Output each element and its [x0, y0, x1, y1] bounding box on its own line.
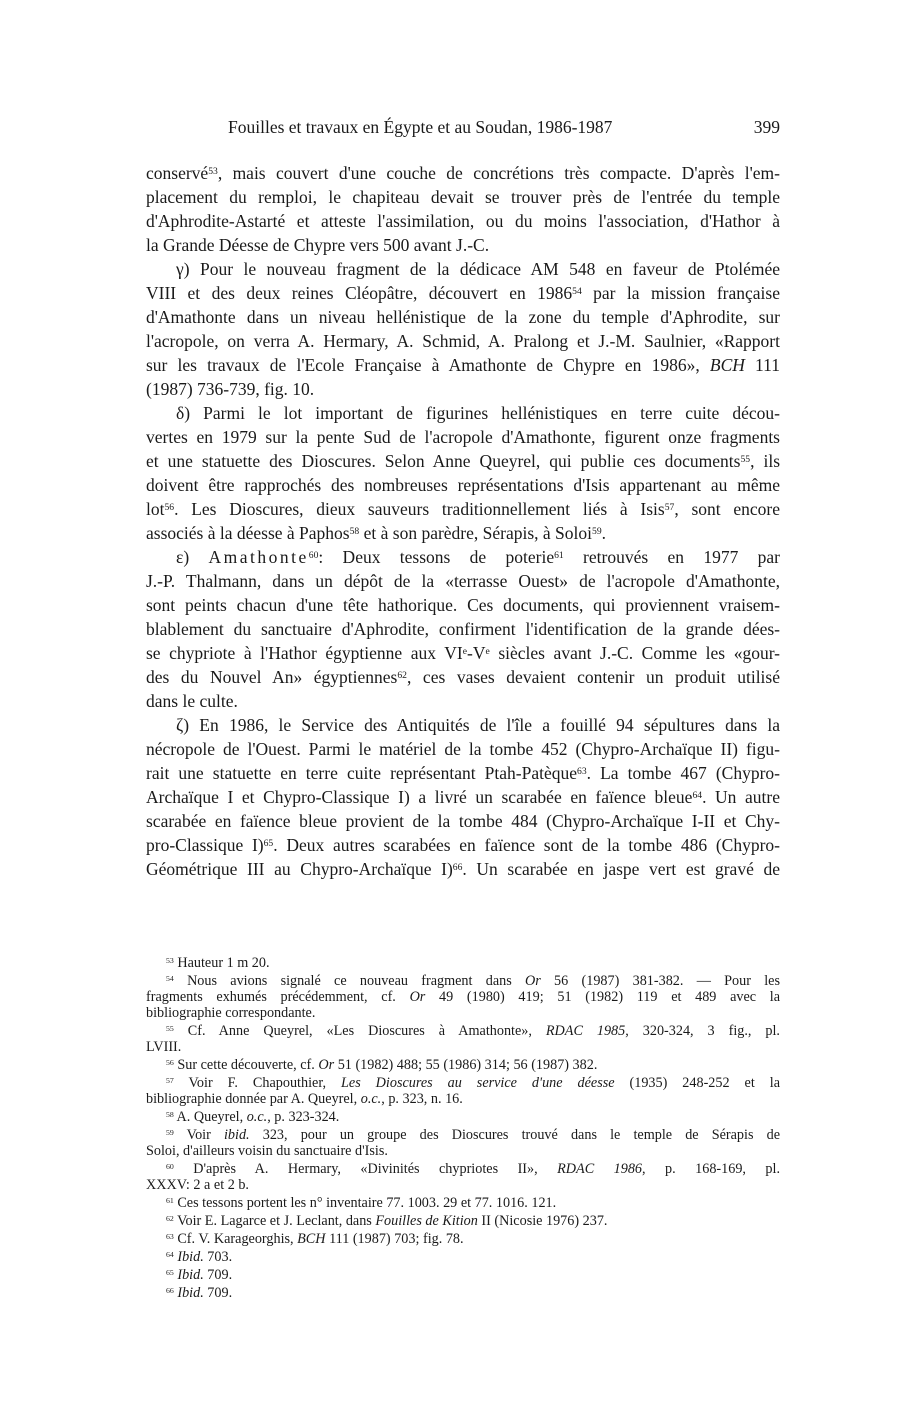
footnote-53: $^{53}$ Hauteur 1 m 20. [166, 955, 270, 971]
body-line: VIII et des deux reines Cléopâtre, découvert en 1986$^{54}$ par la mission française [146, 283, 780, 303]
footnote-54-cont: bibliographie correspondante. [146, 1005, 316, 1021]
body-line: doivent être rapprochés des nombreuses représentations d'Isis appartenant au même [146, 475, 780, 495]
body-line: sur les travaux de l'Ecole Française à Amathonte de Chypre en 1986», BCH 111 [146, 355, 781, 375]
footnote-60-cont: XXXV: 2 a et 2 b. [146, 1177, 249, 1193]
page-number: 399 [753, 117, 780, 137]
footnote-54-cont: fragments exhumés précédemment, cf. Or 49 (1980) 419; 51 (1982) 119 et 489 avec la [146, 989, 781, 1005]
footnote-ref: 55 [740, 453, 751, 465]
footnote-61: $^{61}$ Ces tessons portent les n° inventaire 77. 1003. 29 et 77. 1016. 121. [166, 1195, 557, 1211]
body-line: blablement du sanctuaire d'Aphrodite, confirment l'identification de la grande dées- [146, 619, 780, 639]
body-line: associés à la déesse à Paphos$^{58}$ et à son parèdre, Sérapis, à Soloi$^{59}$. [146, 523, 606, 543]
footnote-54: $^{54}$ Nous avions signalé ce nouveau fragment dans Or 56 (1987) 381-382. — Pour les [166, 973, 780, 989]
running-title: Fouilles et travaux en Égypte et au Soudan, 1986-1987 [228, 117, 613, 137]
body-line: sont peints chacun d'une tête hathorique. Ces documents, qui proviennent vraisem- [146, 595, 780, 615]
footnote-ref: 56 [164, 501, 175, 513]
body-line: nécropole de l'Ouest. Parmi le matériel de la tombe 452 (Chypro-Archaïque II) figu- [146, 739, 780, 759]
footnote-ref: 53 [208, 165, 218, 177]
body-line: d'Amathonte dans un niveau hellénistique de la zone du temple d'Aphrodite, sur [146, 307, 780, 327]
footnote-ref: 58 [349, 525, 360, 537]
footnote-ref: 66 [452, 861, 463, 873]
footnote-59: $^{59}$ Voir ibid. 323, pour un groupe des Dioscures trouvé dans le temple de Sérapis de [166, 1127, 780, 1143]
footnote-63: $^{63}$ Cf. V. Karageorghis, BCH 111 (1987) 703; fig. 78. [166, 1231, 464, 1247]
body-line: se chypriote à l'Hathor égyptienne aux VIe-Ve siècles avant J.-C. Comme les «gour- [146, 643, 780, 663]
body-line: pro-Classique I)$^{65}$. Deux autres scarabées en faïence sont de la tombe 486 (Chypro- [146, 835, 780, 855]
body-line: rait une statuette en terre cuite représentant Ptah-Patèque$^{63}$. La tombe 467 (Chypro- [146, 763, 780, 783]
body-line: Géométrique III au Chypro-Archaïque I)$^{66}$. Un scarabée en jaspe vert est gravé de [146, 859, 780, 879]
body-line: scarabée en faïence bleue provient de la tombe 484 (Chypro-Archaïque I-II et Chy- [146, 811, 780, 831]
footnote-ref: 65 [263, 837, 274, 849]
body-line: d'Aphrodite-Astarté et atteste l'assimilation, ou du moins l'association, d'Hathor à [146, 211, 780, 231]
footnote-56: $^{56}$ Sur cette découverte, cf. Or 51 (1982) 488; 55 (1986) 314; 56 (1987) 382. [166, 1057, 598, 1073]
body-line: la Grande Déesse de Chypre vers 500 avant J.-C. [146, 235, 490, 255]
body-line: ε) Amathonte$^{60}$: Deux tessons de poterie$^{61}$ retrouvés en 1977 par [176, 547, 780, 567]
body-line: placement du remploi, le chapiteau devait se trouver près de l'entrée du temple [146, 187, 780, 207]
body-line: lot$^{56}$. Les Dioscures, dieux sauveurs traditionnellement liés à Isis$^{57}$, sont encore [146, 499, 780, 519]
footnote-65: $^{65}$ Ibid. 709. [166, 1267, 233, 1283]
footnote-ref: 64 [692, 789, 703, 801]
body-line: ζ) En 1986, le Service des Antiquités de l'île a fouillé 94 sépultures dans la [176, 715, 780, 735]
footnote-64: $^{64}$ Ibid. 703. [166, 1249, 233, 1265]
footnote-66: $^{66}$ Ibid. 709. [166, 1285, 233, 1301]
footnote-57: $^{57}$ Voir F. Chapouthier, Les Dioscures au service d'une déesse (1935) 248-252 et la [166, 1075, 780, 1091]
footnote-62: $^{62}$ Voir E. Lagarce et J. Leclant, dans Fouilles de Kition II (Nicosie 1976) 237. [166, 1213, 608, 1229]
body-line: vertes en 1979 sur la pente Sud de l'acropole d'Amathonte, figurent onze fragments [146, 427, 780, 447]
body-line: conservé$^{53}$, mais couvert d'une couche de concrétions très compacte. D'après l'em- [146, 163, 780, 183]
footnote-60: $^{60}$ D'après A. Hermary, «Divinités chypriotes II», RDAC 1986, p. 168-169, pl. [166, 1161, 781, 1177]
body-line: δ) Parmi le lot important de figurines hellénistiques en terre cuite décou- [176, 403, 780, 423]
footnote-59-cont: Soloi, d'ailleurs voisin du sanctuaire d'Isis. [146, 1143, 388, 1159]
body-line: et une statuette des Dioscures. Selon Anne Queyrel, qui publie ces documents$^{55}$, ils [146, 451, 780, 471]
footnote-ref: 63 [577, 765, 587, 777]
body-line: J.-P. Thalmann, dans un dépôt de la «terrasse Ouest» de l'acropole d'Amathonte, [146, 571, 780, 591]
spaced-place-name: Amathonte [208, 547, 309, 567]
footnote-ref: 54 [572, 285, 582, 297]
footnote-58: $^{58}$ A. Queyrel, o.c., p. 323-324. [166, 1109, 340, 1125]
footnote-ref: 62 [397, 669, 407, 681]
footnote-ref: 59 [592, 525, 602, 537]
footnote-ref: 60 [308, 549, 319, 561]
body-line: γ) Pour le nouveau fragment de la dédicace AM 548 en faveur de Ptolémée [176, 259, 780, 279]
body-line: des du Nouvel An» égyptiennes$^{62}$, ces vases devaient contenir un produit utilisé [146, 667, 780, 687]
footnote-ref: 61 [554, 549, 564, 561]
running-header [146, 117, 780, 141]
footnote-55-cont: LVIII. [146, 1039, 182, 1055]
body-line: (1987) 736-739, fig. 10. [146, 379, 315, 399]
body-line: l'acropole, on verra A. Hermary, A. Schmid, A. Pralong et J.-M. Saulnier, «Rapport [146, 331, 780, 351]
footnote-ref: 57 [664, 501, 675, 513]
footnote-57-cont: bibliographie donnée par A. Queyrel, o.c., p. 323, n. 16. [146, 1091, 463, 1107]
body-line: dans le culte. [146, 691, 238, 711]
body-line: Archaïque I et Chypro-Classique I) a livré un scarabée en faïence bleue$^{64}$. Un autre [146, 787, 780, 807]
footnote-55: $^{55}$ Cf. Anne Queyrel, «Les Dioscures à Amathonte», RDAC 1985, 320-324, 3 fig., pl. [166, 1023, 780, 1039]
